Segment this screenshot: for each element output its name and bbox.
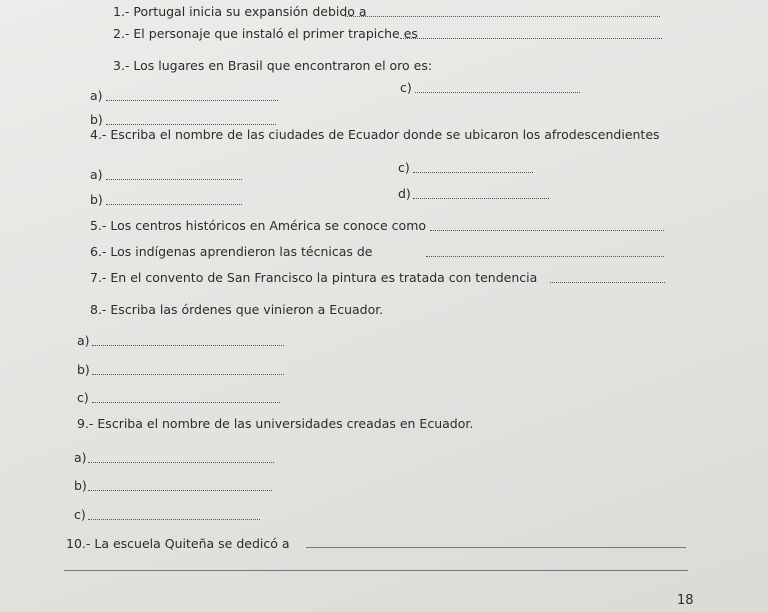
question-2: 2.- El personaje que instaló el primer trapiche es [113,26,418,41]
question-9: 9.- Escriba el nombre de las universidades creadas en Ecuador. [77,416,474,431]
q3-label-c: c) [400,80,412,95]
q9-label-b: b) [74,478,87,493]
q4-answer-b[interactable] [106,204,242,205]
q8-label-c: c) [77,390,89,405]
q4-label-c: c) [398,160,410,175]
answer-line-6[interactable] [426,256,664,257]
question-5: 5.- Los centros históricos en América se conoce como [90,218,427,233]
question-10: 10.- La escuela Quiteña se dedicó a [66,536,290,551]
q3-answer-a[interactable] [106,100,278,101]
q4-answer-a[interactable] [106,179,242,180]
question-3: 3.- Los lugares en Brasil que encontraron el oro es: [113,58,433,73]
question-1: 1.- Portugal inicia su expansión debido a [113,4,367,19]
answer-line-5[interactable] [430,230,664,231]
q8-answer-b[interactable] [92,374,284,375]
q8-label-a: a) [77,333,90,348]
question-6: 6.- Los indígenas aprendieron las técnicas de [90,244,373,259]
answer-line-10-continued[interactable] [64,570,688,571]
q9-answer-a[interactable] [88,462,274,463]
answer-line-2[interactable] [400,38,662,39]
answer-line-10[interactable] [306,547,686,548]
q4-answer-c[interactable] [413,172,533,173]
q3-label-b: b) [90,112,103,127]
q9-label-a: a) [74,450,87,465]
page-number: 18 [677,593,694,608]
q8-answer-c[interactable] [92,402,280,403]
q3-answer-c[interactable] [415,92,580,93]
q4-label-a: a) [90,167,103,182]
q4-label-d: d) [398,186,411,201]
question-4: 4.- Escriba el nombre de las ciudades de Ecuador donde se ubicaron los afrodescendientes [90,127,660,142]
q9-label-c: c) [74,507,86,522]
answer-line-1[interactable] [345,16,660,17]
q3-label-a: a) [90,88,103,103]
q9-answer-c[interactable] [88,519,260,520]
q3-answer-b[interactable] [106,124,276,125]
question-7: 7.- En el convento de San Francisco la pintura es tratada con tendencia [90,270,538,285]
question-8: 8.- Escriba las órdenes que vinieron a Ecuador. [90,302,384,317]
answer-line-7[interactable] [550,282,665,283]
q4-answer-d[interactable] [413,198,549,199]
q8-answer-a[interactable] [92,345,284,346]
q8-label-b: b) [77,362,90,377]
q4-label-b: b) [90,192,103,207]
q9-answer-b[interactable] [88,490,272,491]
